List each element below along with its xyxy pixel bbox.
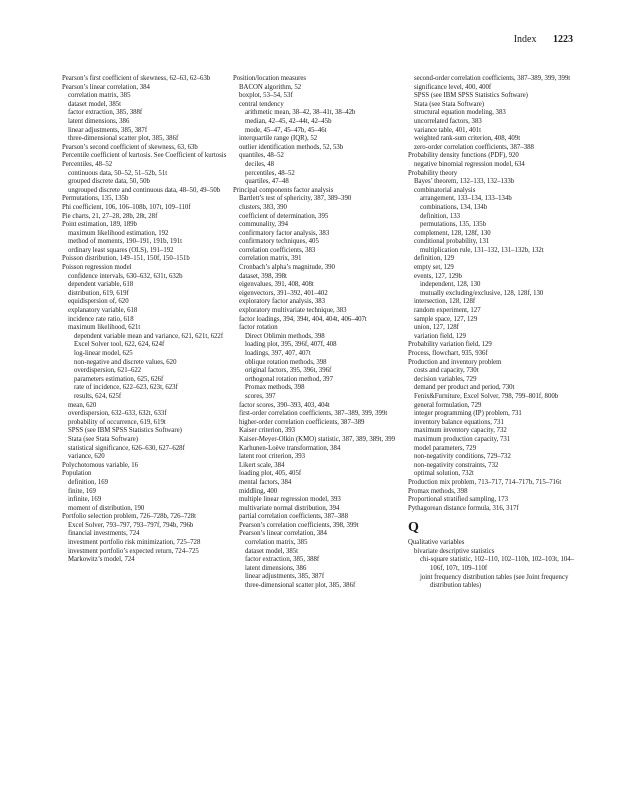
index-subentry: combinations, 134, 134b (420, 203, 488, 211)
index-subentry: uncorrelated factors, 383 (414, 117, 482, 125)
index-subentry: scores, 397 (245, 392, 276, 400)
index-subentry: intersection, 128, 128f (414, 298, 476, 306)
index-entry: Probability density functions (PDF), 920 (408, 152, 519, 160)
index-entry: Principal components factor analysis (233, 186, 334, 194)
index-entry: Promax methods, 398 (408, 487, 468, 495)
index-subentry: middling, 400 (239, 487, 278, 495)
index-subentry: non-negativity constraints, 732 (414, 461, 499, 469)
index-subentry: multiplication rule, 131–132, 131–132b, 132t (420, 246, 544, 254)
index-subentry: events, 127, 129b (414, 272, 462, 280)
index-entry: Percentiles, 48–52 (62, 160, 113, 168)
index-subentry: arithmetic mean, 38–42, 38–41t, 38–42b (245, 109, 356, 117)
index-subentry: confirmatory techniques, 405 (239, 238, 319, 246)
index-subentry: multivariate normal distribution, 394 (239, 504, 340, 512)
index-subentry: conditional probability, 131 (414, 238, 490, 246)
index-subentry: loading plot, 405, 405f (239, 470, 302, 478)
index-subentry: boxplot, 53–54, 53f (239, 92, 293, 100)
index-subentry: Promax methods, 398 (245, 384, 305, 392)
index-subentry: Fenix&Furniture, Excel Solver, 798, 799–801f, 800b (414, 392, 559, 400)
index-subentry: confirmatory factor analysis, 383 (239, 229, 330, 237)
index-subentry: joint frequency distribution tables (see Joint frequency distribution tables) (420, 573, 569, 590)
index-entry: Pearson’s first coefficient of skewness, 62–63, 62–63b (62, 75, 211, 82)
index-subentry: ungrouped discrete and continuous data, 48–50, 49–50b (68, 186, 221, 194)
index-entry: Portfolio selection problem, 726–728b, 726–728t (62, 513, 197, 521)
index-subentry: permutations, 135, 135b (420, 221, 487, 229)
index-subentry: general formulation, 729 (414, 401, 482, 409)
index-subentry: combinatorial analysis (414, 186, 476, 194)
index-subentry: multiple linear regression model, 393 (239, 496, 341, 504)
index-subentry: demand per product and period, 730t (414, 384, 515, 392)
index-subentry: Likert scale, 384 (239, 461, 285, 469)
index-subentry: maximum likelihood, 621t (68, 324, 141, 332)
index-subentry: correlation matrix, 391 (239, 255, 302, 263)
index-subentry: Kaiser criterion, 393 (239, 427, 296, 435)
index-subentry: percentiles, 48–52 (245, 169, 295, 177)
index-subentry: integer programming (IP) problem, 731 (414, 410, 522, 418)
index-entry: Production mix problem, 713–717, 714–717b, 715–716t (408, 478, 562, 486)
index-subentry: confidence intervals, 630–632, 631t, 632b (68, 272, 183, 280)
index-subentry: factor rotation (239, 324, 278, 332)
index-subentry: latent root criterion, 393 (239, 453, 306, 461)
index-subentry: Bartlett’s test of sphericity, 387, 389–390 (239, 195, 352, 203)
index-subentry: infinite, 169 (68, 496, 102, 504)
index-subentry: variance, 620 (68, 453, 105, 461)
index-entry: Polychotomous variable, 16 (62, 461, 139, 469)
index-subentry: dependent variable, 618 (68, 281, 134, 289)
index-subentry: clusters, 383, 390 (239, 203, 287, 211)
index-subentry: median, 42–45, 42–44t, 42–45b (245, 117, 332, 125)
index-entry: Production and inventory problem (408, 358, 502, 366)
index-subentry: inventory balance equations, 731 (414, 418, 504, 426)
index-subentry: definition, 169 (68, 478, 109, 486)
index-entry: Pie charts, 21, 27–28, 28b, 28t, 28f (62, 212, 158, 220)
index-entry: Pearson’s linear correlation, 384 (62, 83, 150, 91)
index-subentry: complement, 128, 128f, 130 (414, 229, 491, 237)
index-subentry: statistical significance, 626–630, 627–628f (68, 444, 185, 452)
index-subentry: structural equation modeling, 383 (414, 109, 506, 117)
index-subentry: oblique rotation methods, 398 (245, 358, 327, 366)
index-entry: Percentile coefficient of kurtosis. See Coefficient of kurtosis (62, 152, 227, 160)
index-subentry: definition, 133 (420, 212, 461, 220)
index-subentry: grouped discrete data, 50, 50b (68, 178, 150, 186)
index-subentry: financial investments, 724 (68, 530, 140, 538)
index-subentry: maximum production capacity, 731 (414, 435, 511, 443)
index-entry: Population (62, 470, 92, 478)
index-subentry: significance level, 400, 400f (414, 83, 492, 91)
index-subentry: dataset, 398, 398t (239, 272, 287, 280)
index-subentry: dataset model, 385t (245, 547, 299, 555)
index-subentry: exploratory multivariate technique, 383 (239, 307, 347, 315)
index-subentry: outlier identification methods, 52, 53b (239, 143, 344, 151)
index-column-3 (408, 75, 578, 591)
index-subentry: eigenvectors, 391–392, 401–402 (239, 289, 328, 297)
index-subentry: decision variables, 729 (414, 375, 477, 383)
index-subentry: loading plot, 395, 396f, 407f, 408 (245, 341, 337, 349)
index-subentry: moment of distribution, 190 (68, 504, 145, 512)
index-subentry: communality, 394 (239, 221, 289, 229)
index-subentry: optimal solution, 732t (414, 470, 474, 478)
index-entry: Proportional stratified sampling, 173 (408, 496, 509, 504)
index-subentry: Stata (see Stata Software) (414, 100, 485, 108)
index-entry: Poisson distribution, 149–151, 150f, 150–151b (62, 255, 190, 263)
index-subentry: non-negativity conditions, 729–732 (414, 453, 511, 461)
index-subentry: explanatory variable, 618 (68, 307, 138, 315)
index-subentry: probability of occurrence, 619, 619t (68, 418, 166, 426)
index-subentry: dataset model, 385t (68, 100, 122, 108)
index-subentry: sample space, 127, 129 (414, 315, 478, 323)
index-subentry: correlation matrix, 385 (68, 92, 131, 100)
index-subentry: empty set, 129 (414, 264, 454, 272)
index-entry: Point estimation, 189, 189b (62, 221, 137, 229)
index-entry: Pearson’s second coefficient of skewness, 63, 63b (62, 143, 198, 151)
index-subentry: model parameters, 729 (414, 444, 477, 452)
index-subentry: exploratory factor analysis, 383 (239, 298, 326, 306)
index-subentry: SPSS (see IBM SPSS Statistics Software) (68, 427, 182, 435)
index-subentry: mental factors, 384 (239, 478, 292, 486)
index-subentry: method of moments, 190–191, 191b, 191t (68, 238, 183, 246)
index-subentry: rate of incidence, 622–623, 623t, 623f (74, 384, 178, 392)
index-subentry: weighted rank-sum criterion, 408, 409t (414, 135, 521, 143)
index-subentry: incidence rate ratio, 618 (68, 315, 134, 323)
index-subentry: overdispersion, 632–633, 632t, 633f (68, 410, 167, 418)
index-subentry: second-order correlation coefficients, 387–389, 399, 399t (414, 75, 571, 82)
index-subentry: finite, 169 (68, 487, 96, 495)
index-subentry: mutually excluding/exclusive, 128, 128f, 130 (420, 289, 544, 297)
index-subentry: factor extraction, 385, 388f (68, 109, 143, 117)
index-subentry: equidispersion of, 620 (68, 298, 129, 306)
index-subentry: costs and capacity, 730t (414, 367, 479, 375)
index-subentry: mode, 45–47, 45–47b, 45–46t (245, 126, 327, 134)
index-subentry: three-dimensional scatter plot, 385, 386f (245, 582, 356, 590)
index-subentry: quantiles, 48–52 (239, 152, 284, 160)
index-subentry: mean, 620 (68, 401, 97, 409)
index-subentry: quartiles, 47–48 (245, 178, 289, 186)
index-entry: Qualitative variables (408, 539, 465, 547)
index-subentry: zero-order correlation coefficients, 387–388 (414, 143, 534, 151)
index-subentry: correlation matrix, 385 (245, 539, 308, 547)
index-subentry: partial correlation coefficients, 387–388 (239, 513, 348, 521)
index-entry: Permutations, 135, 135b (62, 195, 129, 203)
index-subentry: Cronbach’s alpha’s magnitude, 390 (239, 264, 335, 272)
index-entry: Probability variation field, 129 (408, 341, 492, 349)
index-entry: Pythagorean distance formula, 316, 317f (408, 504, 519, 512)
index-subentry: chi-square statistic, 102–110, 102–110b, 102–103t, 104–106f, 107t, 109–110f (420, 556, 575, 573)
index-subentry: central tendency (239, 100, 284, 108)
index-subentry: factor scores, 390–393, 403, 404t (239, 401, 330, 409)
index-entry: Position/location measures (233, 75, 307, 82)
index-subentry: latent dimensions, 386 (68, 117, 130, 125)
index-subentry: Stata (see Stata Software) (68, 435, 139, 443)
page-number: 1223 (553, 34, 573, 45)
index-subentry: Pearson’s correlation coefficients, 398, 399t (239, 521, 359, 529)
index-entry: Phi coefficient, 106, 106–108b, 107t, 109–110f (62, 203, 191, 211)
index-subentry: variance table, 401, 401t (414, 126, 481, 134)
index-subentry: negative binomial regression model, 634 (414, 160, 525, 168)
index-subentry: Direct Oblimin methods, 398 (245, 332, 325, 340)
index-column-2 (233, 75, 403, 591)
index-subentry: SPSS (see IBM SPSS Statistics Software) (414, 92, 528, 100)
index-subentry: factor loadings, 394, 394t, 404, 404t, 406–407t (239, 315, 367, 323)
index-subentry: variation field, 129 (414, 332, 466, 340)
index-subentry: interquartile range (IQR), 52 (239, 135, 318, 143)
index-subentry: arrangement, 133–134, 133–134b (420, 195, 512, 203)
index-subentry: linear adjustments, 385, 387f (68, 126, 148, 134)
index-subentry: first-order correlation coefficients, 387–389, 399, 399t (239, 410, 388, 418)
index-subentry: non-negative and discrete values, 620 (74, 358, 177, 366)
index-subentry: loadings, 397, 407, 407t (245, 350, 311, 357)
index-subentry: investment portfolio’s expected return, 724–725 (68, 547, 199, 555)
running-head: Index (513, 34, 537, 45)
index-subentry: Markowitz’s model, 724 (68, 556, 135, 564)
index-subentry: dependent variable mean and variance, 621, 621t, 622f (74, 332, 224, 340)
index-subentry: correlation coefficients, 383 (239, 246, 316, 254)
index-subentry: Excel Solver tool, 622, 624, 624f (74, 341, 165, 349)
index-subentry: deciles, 48 (245, 160, 275, 168)
index-subentry: distribution, 619, 619f (68, 289, 129, 297)
index-subentry: orthogonal rotation method, 397 (245, 375, 333, 383)
index-subentry: definition, 129 (414, 255, 455, 263)
index-subentry: BACON algorithm, 52 (239, 83, 302, 91)
index-subentry: Karhunen-Loève transformation, 384 (239, 444, 341, 452)
index-subentry: Pearson’s linear correlation, 384 (239, 530, 327, 538)
index-subentry: coefficient of determination, 395 (239, 212, 329, 220)
index-entry: Poisson regression model (62, 264, 132, 272)
index-subentry: random experiment, 127 (414, 307, 481, 315)
index-subentry: three-dimensional scatter plot, 385, 386f (68, 135, 179, 143)
index-subentry: overdispersion, 621–622 (74, 367, 142, 375)
index-subentry: ordinary least squares (OLS), 191–192 (68, 246, 174, 254)
index-subentry: continuous data, 50–52, 51–52b, 51t (68, 169, 168, 177)
section-letter: Q (408, 520, 419, 536)
index-subentry: original factors, 395, 396t, 396f (245, 367, 332, 375)
index-subentry: bivariate descriptive statistics (414, 547, 495, 555)
index-subentry: union, 127, 128f (414, 324, 459, 332)
index-entry: Probability theory (408, 169, 458, 177)
index-entry: Process, flowchart, 935, 936f (408, 350, 488, 357)
index-subentry: factor extraction, 385, 388f (245, 556, 320, 564)
index-subentry: maximum likelihood estimation, 192 (68, 229, 169, 237)
index-subentry: Kaiser-Meyer-Olkin (KMO) statistic, 387, 389, 389t, 399 (239, 435, 396, 443)
index-subentry: results, 624, 625f (74, 392, 122, 400)
index-subentry: Excel Solver, 793–797, 793–797f, 794b, 796b (68, 521, 194, 529)
index-subentry: log-linear model, 625 (74, 350, 133, 357)
index-subentry: eigenvalues, 391, 408, 408t (239, 281, 314, 289)
index-column-1 (62, 75, 232, 565)
index-subentry: higher-order correlation coefficients, 387–389 (239, 418, 365, 426)
index-subentry: latent dimensions, 386 (245, 564, 307, 572)
index-subentry: investment portfolio risk minimization, 725–728 (68, 539, 201, 547)
index-subentry: Bayes’ theorem, 132–133, 132–133b (414, 178, 515, 186)
page-header (514, 34, 573, 45)
index-subentry: maximum inventory capacity, 732 (414, 427, 507, 435)
index-subentry: independent, 128, 130 (420, 281, 481, 289)
index-subentry: parameters estimation, 625, 626f (74, 375, 164, 383)
index-subentry: linear adjustments, 385, 387f (245, 573, 325, 581)
